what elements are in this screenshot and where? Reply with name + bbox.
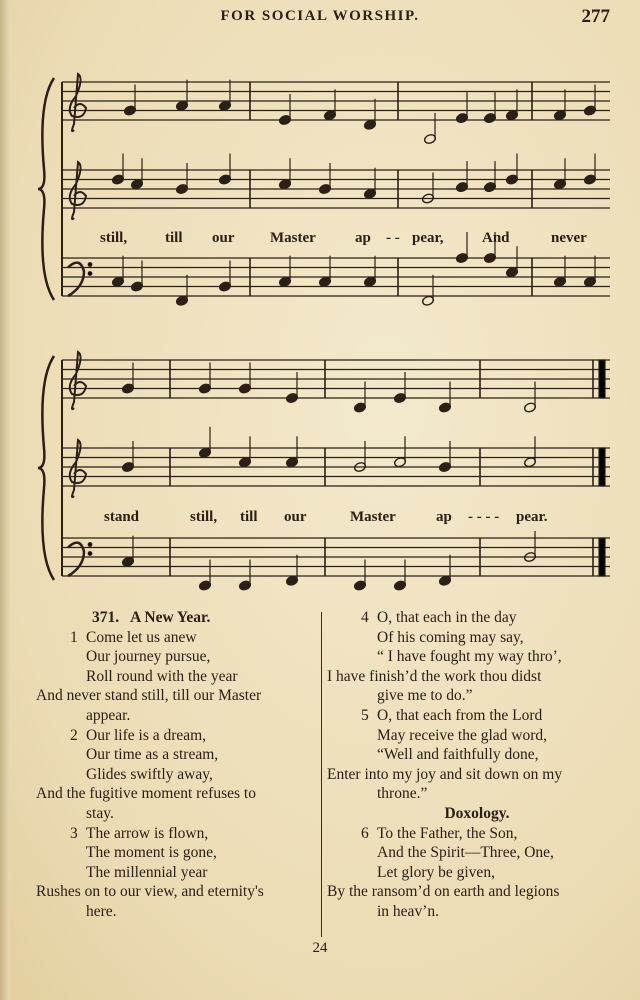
doxology-verses [327, 824, 609, 922]
verse-line [36, 882, 324, 902]
verse-text: in heav’n. [377, 902, 439, 920]
lyric-syllable: pear, [412, 230, 444, 246]
verse-line [327, 667, 609, 687]
hymn-right-column [327, 608, 609, 922]
verse-text: stay. [86, 804, 114, 822]
verse-number: 1 [70, 628, 78, 646]
verse-text: Glides swiftly away, [86, 765, 213, 783]
lyric-syllable: Master [270, 230, 316, 246]
lyric-syllable: - - [386, 230, 400, 246]
verse-line [327, 686, 609, 706]
verse-text: May receive the glad word, [377, 726, 548, 744]
verse-line [327, 647, 609, 667]
verse-text: Let glory be given, [377, 863, 495, 881]
verse-line [36, 628, 324, 648]
lyric-syllable: still, [100, 230, 128, 246]
verse-line [327, 902, 609, 922]
lyric-syllable: Master [350, 509, 396, 525]
verse-text: Enter into my joy and sit down on my [327, 765, 563, 783]
verse-line [36, 686, 324, 706]
lyric-syllable: stand [104, 509, 140, 525]
verse-line [36, 726, 324, 746]
verse-line [36, 765, 324, 785]
lyric-syllable: till [165, 230, 183, 246]
verse-number: 3 [70, 824, 78, 842]
lyric-syllable: ap [436, 509, 452, 525]
verse-line [327, 765, 609, 785]
verse-text: here. [86, 902, 117, 920]
verse-text: And the fugitive moment refuses to [36, 785, 256, 803]
lyric-syllable: till [240, 509, 258, 525]
verse-text: To the Father, the Son, [377, 824, 518, 842]
lyric-syllable: our [212, 230, 235, 246]
verse-text: The arrow is flown, [86, 824, 209, 842]
page-number: 277 [581, 6, 610, 27]
hymn-left-column [36, 608, 324, 922]
verse-line [327, 784, 609, 804]
final-bar-thick [599, 538, 605, 576]
verse-line [36, 902, 324, 922]
verse-text: O, that each in the day [377, 609, 517, 626]
verse-line [36, 667, 324, 687]
verse-text: The millennial year [86, 863, 208, 881]
verse-text: give me to do.” [377, 687, 473, 705]
verse-text: Rushes on to our view, and eternity's [36, 883, 264, 901]
verse-text: By the ransom’d on earth and legions [327, 883, 560, 901]
verse-text: throne.” [377, 785, 428, 803]
final-bar-thick [599, 448, 605, 486]
verse-line [327, 706, 609, 726]
verse-line [327, 843, 609, 863]
verse-text: I have finish’d the work thou didst [327, 667, 542, 685]
lyric-syllable: our [284, 509, 307, 525]
verse-number: 6 [361, 824, 369, 842]
verse-text: Our journey pursue, [86, 648, 211, 666]
hymn-number: 371. [92, 609, 120, 626]
verse-line [36, 843, 324, 863]
lyric-syllable: still, [190, 509, 218, 525]
bass-clef-dot [88, 552, 92, 556]
verse-line [36, 745, 324, 765]
verse-text: Of his coming may say, [377, 628, 524, 646]
hymn-heading [36, 608, 324, 628]
verse-number: 4 [361, 609, 369, 626]
bass-clef-dot [88, 272, 92, 276]
running-header: FOR SOCIAL WORSHIP. [220, 8, 420, 24]
hymn-title: A New Year. [130, 609, 211, 626]
verse-number: 2 [70, 726, 78, 744]
verse-text: “Well and faithfully done, [377, 746, 539, 764]
verse-line [327, 726, 609, 746]
hymn-verses-right [327, 608, 609, 804]
verse-text: “ I have fought my way thro’, [377, 648, 562, 666]
verse-line [36, 824, 324, 844]
verse-line [36, 706, 324, 726]
verse-line [36, 647, 324, 667]
system-brace [38, 78, 54, 300]
verse-text: Our life is a dream, [86, 726, 207, 744]
bass-clef-dot [88, 543, 92, 547]
system-brace [38, 356, 54, 580]
verse-line [36, 863, 324, 883]
verse-text: And the Spirit—Three, One, [377, 844, 554, 862]
verse-line [327, 882, 609, 902]
final-bar-thick [599, 360, 605, 398]
column-divider [321, 612, 322, 937]
lyric-syllable: ap [355, 230, 371, 246]
verse-line [327, 628, 609, 648]
verse-text: appear. [86, 706, 131, 724]
verse-line [36, 784, 324, 804]
bass-clef-dot [88, 263, 92, 267]
lyric-syllable: - - - - [468, 509, 500, 525]
verse-line [327, 745, 609, 765]
verse-text: Roll round with the year [86, 667, 238, 685]
doxology-heading: Doxology. [444, 804, 510, 822]
lyric-syllable: never [551, 230, 587, 246]
lyric-syllable: And [482, 230, 510, 246]
verse-line [327, 863, 609, 883]
lyric-syllable: pear. [516, 509, 548, 525]
verse-line [36, 804, 324, 824]
verse-text: Our time as a stream, [86, 746, 219, 764]
verse-line [327, 824, 609, 844]
verse-text: O, that each from the Lord [377, 706, 543, 724]
hymn-verses-left [36, 628, 324, 922]
verse-text: The moment is gone, [86, 844, 217, 862]
verse-line [327, 608, 609, 628]
signature-mark: 24 [312, 940, 328, 956]
verse-text: And never stand still, till our Master [36, 687, 262, 705]
verse-number: 5 [361, 706, 369, 724]
verse-text: Come let us anew [86, 628, 197, 646]
